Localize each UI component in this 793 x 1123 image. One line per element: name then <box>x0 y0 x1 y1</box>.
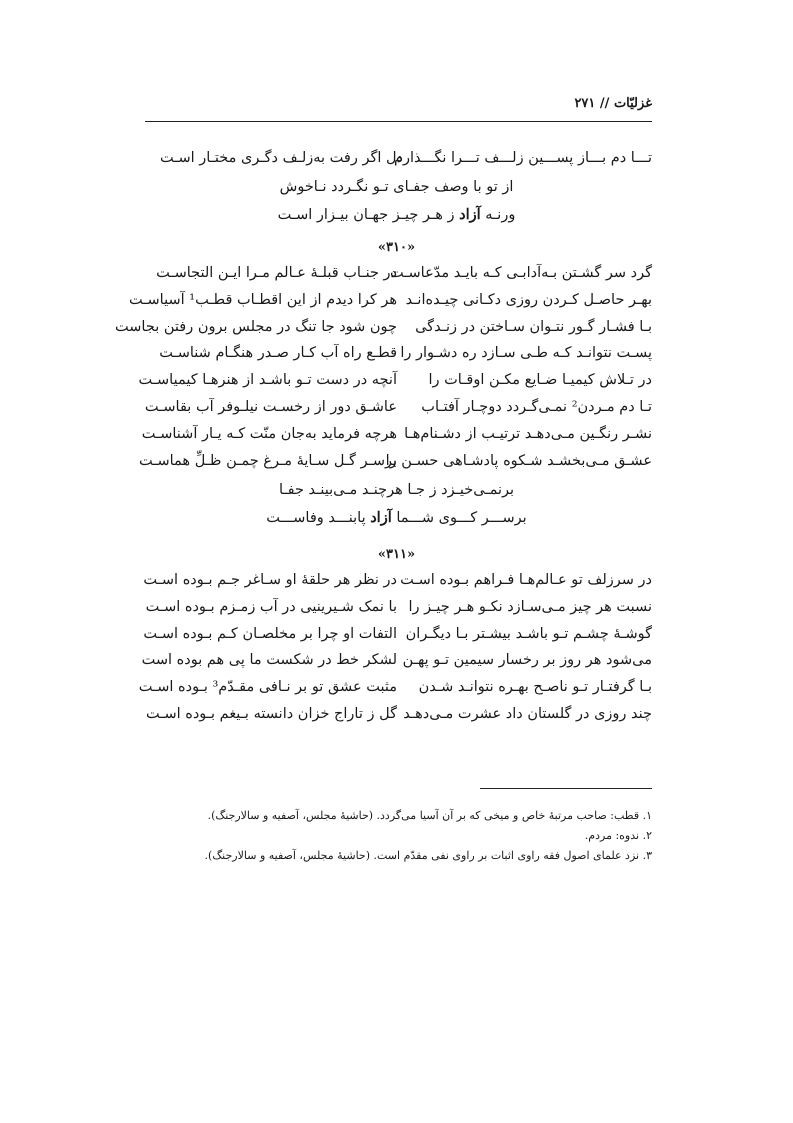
poet-pen-name: آزاد <box>370 509 392 526</box>
verse-hemistich-right: گوشـهٔ چشـم تـو باشـد بیشـتر بـا دیگـران <box>405 625 652 642</box>
verse-hemistich-right: بـا گرفتـار تـو ناصـح بهـره نتوانـد شـدن <box>418 679 652 696</box>
verse-hemistich-left: عاشـق دور از رخسـت نیلـوفر آب بقاسـت <box>144 399 397 415</box>
verse-hemistich-left: قطـع راه آب کـار صـدر هنگـام شناسـت <box>159 345 397 362</box>
verse-hemistich-left: در جنـاب قبلـهٔ عـالم مـرا ایـن التجاسـت <box>156 265 397 281</box>
verse-hemistich-right: در تـلاش کیمیـا ضـایع مکـن اوقـات را <box>428 372 652 389</box>
verse-line-center: برنمـی‌خیـزد ز جـا هرچنـد مـی‌بینـد جفـا <box>278 482 515 498</box>
verse-hemistich-left: هرچه فرماید به‌جان منّت کـه یـار آشناسـت <box>141 425 397 442</box>
verse-hemistich-left: با نمک شـیرینیی در آب زمـزم بـوده اسـت <box>145 598 397 615</box>
verse-hemistich-right: چند روزی در گلستان داد عشرت مـی‌دهـد <box>403 706 652 722</box>
ghazal-number: «۳۱۱» <box>377 547 416 562</box>
verse-hemistich-right: بـا فشـار گـور نتـوان سـاختن در زنـدگی <box>415 318 652 335</box>
footnote: ۱. قطب: صاحب مرتبهٔ خاص و میخی که بر آن آسیا می‌گردد. (حاشیهٔ مجلس، آصفیه و سالارجنگ). <box>207 809 652 822</box>
verse-hemistich-left: چون شود جا تنگ در مجلس برون رفتن بجاست <box>115 318 397 335</box>
verse-hemistich-left: التفات او چرا بر مخلصـان کـم بـوده اسـت <box>143 625 397 642</box>
verse-hemistich-right: نشـر رنگـین مـی‌دهـد ترتیـب از دشـنام‌هـا <box>404 425 652 442</box>
verse-hemistich-right: تـــا دم بـــاز پســـین زلـــف تـــرا نگـــذارم <box>393 150 652 166</box>
verse-hemistich-right: تـا دم مـردن² نمـی‌گـردد دوچـار آفتـاب <box>421 399 652 415</box>
verse-line-center: ورنـه آزاد ز هـر چیـز جهـان بیـزار اسـت <box>277 206 516 223</box>
verse-hemistich-left: گل ز تاراج خزان دانسته بـیغم بـوده اسـت <box>145 706 397 722</box>
header-rule <box>145 121 652 122</box>
footnote: ۳. نزد علمای اصول فقه راوی اثبات بر راوی نفی مقدّم است. (حاشیهٔ مجلس، آصفیه و سالارجنگ). <box>204 849 652 862</box>
verse-hemistich-left: در نظر هر حلقهٔ او سـاغر جـم بـوده اسـت <box>143 572 397 588</box>
verse-hemistich-left: مثبت عشق تو بر نـافی مقـدّم³ بـوده اسـت <box>138 679 397 696</box>
verse-hemistich-left: لشکر خط در شکست ما پی هم بوده است <box>141 652 397 669</box>
verse-hemistich-right: نسبت هر چیز مـی‌سـازد نکـو هـر چیـز را <box>408 598 652 615</box>
verse-hemistich-right: می‌شود هر روز بر رخسار سیمین تـو پهـن <box>402 652 652 669</box>
verse-hemistich-left: دل اگر رفت به‌زلـف دگـری مختـار اسـت <box>159 150 403 166</box>
footnote: ۲. ندوه: مردم. <box>584 829 652 842</box>
footnote-rule <box>480 788 652 789</box>
verse-line-center: از تو با وصف جفـای تـو نگـردد نـاخوش <box>279 179 514 195</box>
verse-hemistich-right: عشـق مـی‌بخشـد شـکوه پادشـاهی حسـن را <box>385 452 652 469</box>
verse-hemistich-right: بهـر حاصـل کـردن روزی دکـانی چیـده‌انـد <box>405 291 652 308</box>
verse-hemistich-left: برسـر گـل سـایهٔ مـرغ چمـن ظـلِّ هماسـت <box>139 452 397 469</box>
ghazal-number: «۳۱۰» <box>377 240 416 255</box>
poet-pen-name: آزاد <box>459 206 481 223</box>
verse-line-center: برســـر کـــوی شـــما آزاد پابنـــد وفاســـت <box>266 509 527 526</box>
verse-hemistich-right: در سرزلف تو عـالم‌هـا فـراهم بـوده اسـت <box>400 572 652 588</box>
verse-hemistich-right: گرد سر گشـتن بـه‌آدابـی کـه بایـد مدّعاسـت <box>390 265 652 281</box>
verse-hemistich-left: آنچه در دست تـو باشـد از هنرهـا کیمیاسـت <box>138 372 397 389</box>
verse-hemistich-left: هر کرا دیدم از این اقطـاب قطـب¹ آسیاسـت <box>129 291 397 308</box>
verse-hemistich-right: پسـت نتوانـد کـه طـی سـازد ره دشـوار را <box>400 345 652 362</box>
running-header: غزلیّات // ۲۷۱ <box>574 96 652 111</box>
